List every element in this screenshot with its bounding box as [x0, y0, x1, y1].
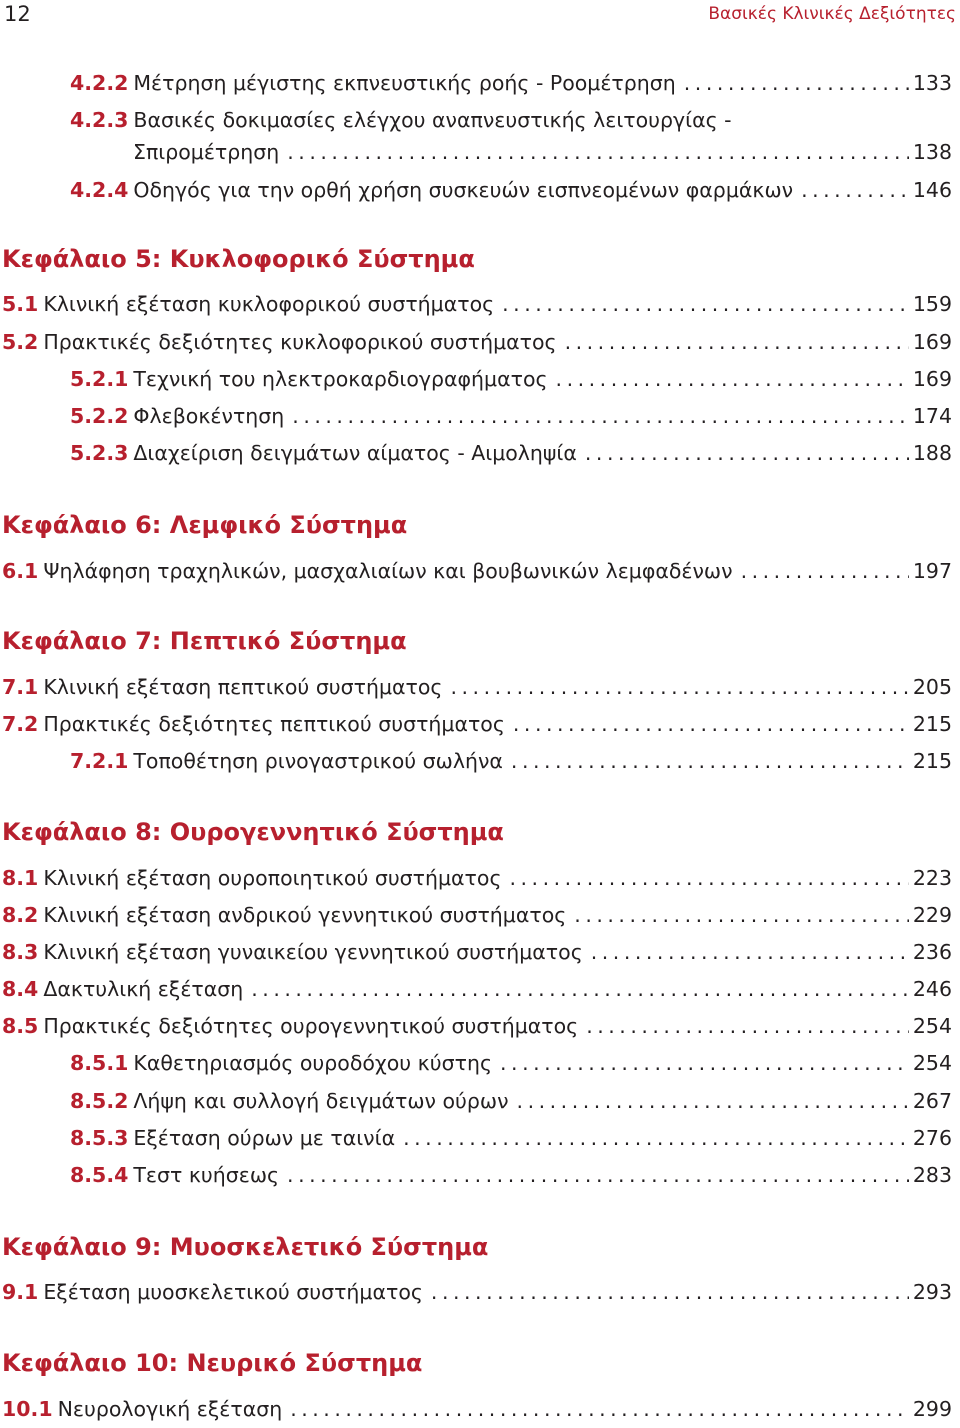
- section-title: Νευρολογική εξέταση: [57, 1397, 283, 1421]
- page-ref: 215: [912, 749, 952, 773]
- toc-entry[interactable]: [2, 712, 952, 740]
- section-number: 10.1: [2, 1397, 53, 1421]
- toc-entry[interactable]: [70, 1089, 952, 1117]
- toc-entry[interactable]: [70, 71, 952, 99]
- toc-entry[interactable]: [70, 441, 952, 469]
- section-number: 8.3: [2, 940, 39, 964]
- toc-entry[interactable]: [2, 866, 952, 894]
- page-ref: 254: [912, 1014, 952, 1038]
- page-ref: 138: [912, 140, 952, 164]
- toc-entry[interactable]: [70, 1126, 952, 1154]
- toc-entry[interactable]: [2, 977, 952, 1005]
- section-number: 8.5.1: [70, 1051, 129, 1075]
- dot-leader: [585, 441, 909, 465]
- section-title: Εξέταση μυοσκελετικού συστήματος: [43, 1280, 423, 1304]
- section-title: Βασικές δοκιμασίες ελέγχου αναπνευστικής λειτουργίας -: [133, 108, 732, 132]
- toc-entry[interactable]: [70, 1163, 952, 1191]
- dot-leader: [502, 292, 909, 316]
- dot-leader: [500, 1051, 909, 1075]
- dot-leader: [591, 940, 909, 964]
- toc-entry[interactable]: [70, 404, 952, 432]
- toc-entry[interactable]: [2, 292, 952, 320]
- section-title: Εξέταση ούρων με ταινία: [133, 1126, 396, 1150]
- section-title: Καθετηριασμός ουροδόχου κύστης: [133, 1051, 492, 1075]
- section-title: Τοποθέτηση ρινογαστρικού σωλήνα: [133, 749, 503, 773]
- page-ref: 169: [912, 367, 952, 391]
- section-number: 5.2.3: [70, 441, 129, 465]
- chapter-heading: Κεφάλαιο 8: Ουρογεννητικό Σύστημα: [2, 818, 504, 846]
- section-title: Τεχνική του ηλεκτροκαρδιογραφήματος: [133, 367, 548, 391]
- section-title: Οδηγός για την ορθή χρήση συσκευών εισπνεομένων φαρμάκων: [133, 178, 794, 202]
- page-ref: 159: [912, 292, 952, 316]
- section-number: 5.2.2: [70, 404, 129, 428]
- section-number: 9.1: [2, 1280, 39, 1304]
- section-title: Κλινική εξέταση κυκλοφορικού συστήματος: [43, 292, 495, 316]
- dot-leader: [513, 712, 909, 736]
- page-ref: 188: [912, 441, 952, 465]
- dot-leader: [556, 367, 909, 391]
- page-ref: 223: [912, 866, 952, 890]
- chapter-heading: Κεφάλαιο 5: Κυκλοφορικό Σύστημα: [2, 245, 475, 273]
- toc-entry[interactable]: [70, 178, 952, 206]
- page-ref: 205: [912, 675, 952, 699]
- page-ref: 276: [912, 1126, 952, 1150]
- section-title: Κλινική εξέταση γυναικείου γεννητικού συστήματος: [43, 940, 583, 964]
- toc-entry[interactable]: [133, 140, 952, 168]
- chapter-heading: Κεφάλαιο 9: Μυοσκελετικό Σύστημα: [2, 1233, 489, 1261]
- page-ref: 267: [912, 1089, 952, 1113]
- section-number: 8.5.2: [70, 1089, 129, 1113]
- dot-leader: [251, 977, 909, 1001]
- dot-leader: [574, 903, 909, 927]
- dot-leader: [565, 330, 909, 354]
- dot-leader: [801, 178, 909, 202]
- dot-leader: [292, 404, 909, 428]
- dot-leader: [517, 1089, 909, 1113]
- section-title: Δακτυλική εξέταση: [43, 977, 244, 1001]
- dot-leader: [509, 866, 908, 890]
- section-title: Τεστ κυήσεως: [133, 1163, 280, 1187]
- toc-entry[interactable]: [70, 108, 952, 136]
- toc-entry[interactable]: [2, 903, 952, 931]
- dot-leader: [511, 749, 909, 773]
- section-number: 7.2: [2, 712, 39, 736]
- page-ref: 169: [912, 330, 952, 354]
- section-number: 8.5.3: [70, 1126, 129, 1150]
- page-ref: 133: [912, 71, 952, 95]
- section-number: 4.2.2: [70, 71, 129, 95]
- page-ref: 246: [912, 977, 952, 1001]
- section-title: Ψηλάφηση τραχηλικών, μασχαλιαίων και βουβωνικών λεμφαδένων: [43, 559, 733, 583]
- section-number: 5.1: [2, 292, 39, 316]
- toc-entry[interactable]: [2, 559, 952, 587]
- section-number: 8.1: [2, 866, 39, 890]
- toc-entry[interactable]: [2, 330, 952, 358]
- section-title: Κλινική εξέταση ανδρικού γεννητικού συστήματος: [43, 903, 567, 927]
- section-title: Πρακτικές δεξιότητες ουρογεννητικού συστήματος: [43, 1014, 579, 1038]
- dot-leader: [684, 71, 909, 95]
- section-number: 5.2: [2, 330, 39, 354]
- dot-leader: [290, 1397, 909, 1421]
- toc-entry[interactable]: [70, 1051, 952, 1079]
- section-number: 7.2.1: [70, 749, 129, 773]
- section-number: 8.5.4: [70, 1163, 129, 1187]
- page-ref: 299: [912, 1397, 952, 1421]
- toc-entry[interactable]: [2, 1397, 952, 1425]
- section-number: 4.2.4: [70, 178, 129, 202]
- page-ref: 229: [912, 903, 952, 927]
- dot-leader: [287, 140, 909, 164]
- running-title: Βασικές Κλινικές Δεξιότητες: [708, 4, 956, 24]
- page-ref: 146: [912, 178, 952, 202]
- dot-leader: [586, 1014, 909, 1038]
- section-title: Σπιρομέτρηση: [133, 140, 280, 164]
- dot-leader: [431, 1280, 909, 1304]
- section-title: Κλινική εξέταση πεπτικού συστήματος: [43, 675, 443, 699]
- section-title: Κλινική εξέταση ουροποιητικού συστήματος: [43, 866, 502, 890]
- chapter-heading: Κεφάλαιο 10: Νευρικό Σύστημα: [2, 1349, 423, 1377]
- section-number: 5.2.1: [70, 367, 129, 391]
- section-number: 8.2: [2, 903, 39, 927]
- section-number: 8.4: [2, 977, 39, 1001]
- section-number: 7.1: [2, 675, 39, 699]
- dot-leader: [287, 1163, 909, 1187]
- page-ref: 215: [912, 712, 952, 736]
- page-ref: 197: [912, 559, 952, 583]
- chapter-heading: Κεφάλαιο 6: Λεμφικό Σύστημα: [2, 511, 408, 539]
- toc-entry[interactable]: [2, 940, 952, 968]
- dot-leader: [450, 675, 908, 699]
- section-title: Πρακτικές δεξιότητες πεπτικού συστήματος: [43, 712, 505, 736]
- page-number: 12: [4, 2, 31, 26]
- toc-entry[interactable]: [2, 1280, 952, 1308]
- section-title: Φλεβοκέντηση: [133, 404, 285, 428]
- dot-leader: [403, 1126, 909, 1150]
- chapter-heading: Κεφάλαιο 7: Πεπτικό Σύστημα: [2, 627, 407, 655]
- section-title: Μέτρηση μέγιστης εκπνευστικής ροής - Ροομέτρηση: [133, 71, 676, 95]
- dot-leader: [741, 559, 909, 583]
- page-ref: 293: [912, 1280, 952, 1304]
- page-ref: 254: [912, 1051, 952, 1075]
- toc-entry[interactable]: [70, 749, 952, 777]
- section-number: 4.2.3: [70, 108, 129, 132]
- section-number: 8.5: [2, 1014, 39, 1038]
- toc-entry[interactable]: [70, 367, 952, 395]
- section-title: Πρακτικές δεξιότητες κυκλοφορικού συστήματος: [43, 330, 557, 354]
- page-ref: 283: [912, 1163, 952, 1187]
- toc-entry[interactable]: [2, 1014, 952, 1042]
- section-number: 6.1: [2, 559, 39, 583]
- page-ref: 174: [912, 404, 952, 428]
- toc-entry[interactable]: [2, 675, 952, 703]
- section-title: Διαχείριση δειγμάτων αίματος - Αιμοληψία: [133, 441, 577, 465]
- section-title: Λήψη και συλλογή δειγμάτων ούρων: [133, 1089, 509, 1113]
- page-ref: 236: [912, 940, 952, 964]
